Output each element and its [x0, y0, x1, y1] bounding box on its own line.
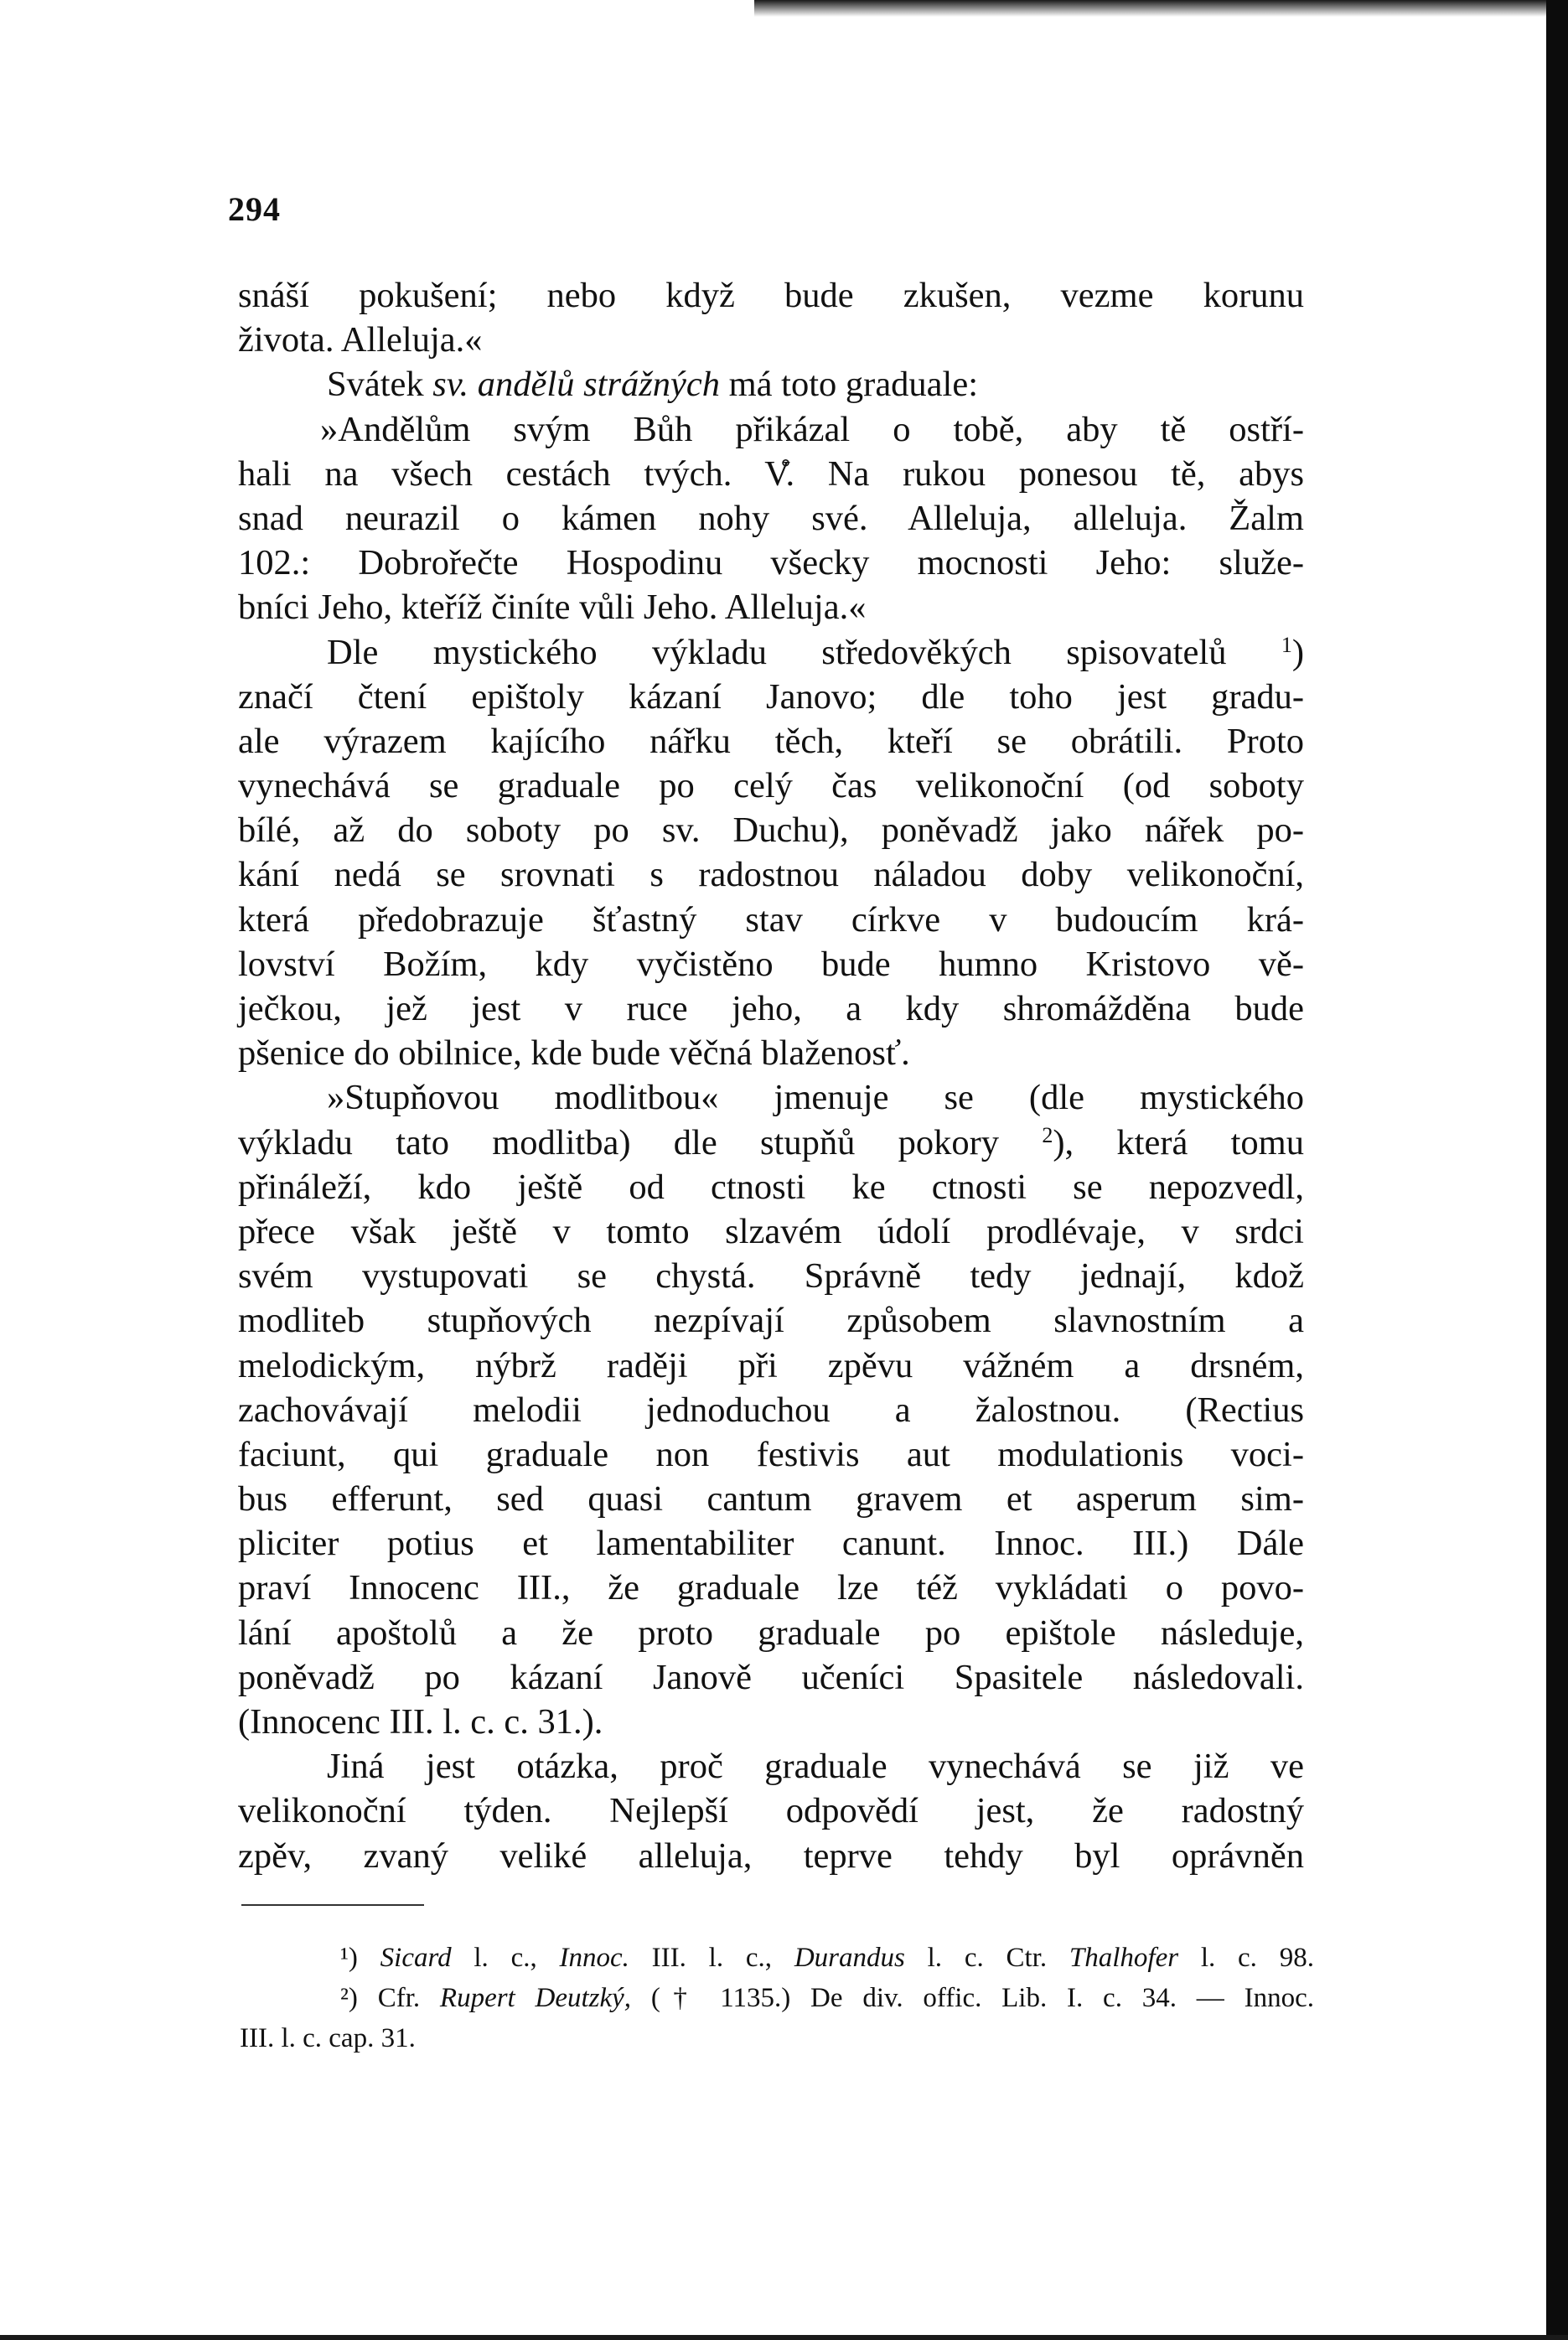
footnote-body: [380, 1943, 1314, 1973]
text-line: zpěv, zvaný veliké alleluja, teprve tehdy byl oprávněn: [238, 1835, 1304, 1876]
footnote-text-run: l. c. Ctr.: [904, 1943, 1069, 1973]
text-line: [238, 362, 1304, 406]
footnote-text-run: III. l. c.,: [629, 1943, 794, 1973]
body-text: [238, 273, 1304, 1878]
text-line: bílé, až do soboty po sv. Duchu), poněvadž jako nářek po-: [238, 810, 1304, 851]
text-line: značí čtení epištoly kázaní Janovo; dle toho jest gradu-: [238, 676, 1304, 717]
text-line: 102.: Dobrořečte Hospodinu všecky mocnosti Jeho: služe-: [238, 543, 1304, 583]
text-line: (Innocenc III. l. c. c. 31.).: [238, 1702, 603, 1742]
footnote-italic-run: Sicard: [380, 1943, 452, 1973]
text-line: přináleží, kdo ještě od ctnosti ke ctnosti se nepozvedl,: [238, 1167, 1304, 1207]
text-line: hali na všech cestách tvých. V̊. Na rukou ponesou tě, abys: [238, 453, 1304, 494]
text-line: přece však ještě v tomto slzavém údolí prodlévaje, v srdci: [238, 1211, 1304, 1251]
footnote-italic-run: Innoc.: [559, 1943, 629, 1973]
text-line: lání apoštolů a že proto graduale po epištole následuje,: [238, 1613, 1304, 1653]
footnote-divider: [241, 1904, 424, 1906]
text-line: »Stupňovou modlitbou« jmenuje se (dle mystického: [327, 1078, 1304, 1118]
text-line: kání nedá se srovnati s radostnou náladou doby velikonoční,: [238, 855, 1304, 895]
text-line: bus efferunt, sed quasi cantum gravem et asperum sim-: [238, 1479, 1304, 1519]
text-line: ale výrazem kajícího nářku těch, kteří se obrátili. Proto: [238, 721, 1304, 761]
text-line: [238, 1121, 1304, 1165]
footnote-text-run: Cfr.: [357, 1983, 440, 2013]
text-line: snáší pokušení; nebo když bude zkušen, vezme korunu: [238, 276, 1304, 315]
text-line: [238, 630, 1304, 675]
text-run: Dle mystického výkladu středověkých spisovatelů: [327, 632, 1227, 672]
text-line: poněvadž po kázaní Janově učeníci Spasitele následovali.: [238, 1657, 1304, 1697]
page-number: 294: [228, 190, 281, 228]
text-line: snad neurazil o kámen nohy své. Alleluja, alleluja. Žalm: [238, 498, 1304, 538]
text-line: svém vystupovati se chystá. Správně tedy jednají, kdož: [238, 1256, 1304, 1297]
text-line: lovství Božím, kdy vyčistěno bude humno Kristovo vě-: [238, 944, 1304, 984]
text-line: ječkou, jež jest v ruce jeho, a kdy shromážděna bude: [238, 989, 1304, 1028]
text-line: života. Alleluja.«: [238, 320, 483, 360]
footnote-marker: ¹): [340, 1943, 358, 1973]
text-line: faciunt, qui graduale non festivis aut modulationis voci-: [238, 1434, 1304, 1474]
text-run: ): [1291, 632, 1304, 672]
footnote-italic-run: Thalhofer: [1069, 1943, 1179, 1973]
text-line: praví Innocenc III., že graduale lze též vykládati o povo-: [238, 1568, 1304, 1608]
text-line: »Andělům svým Bůh přikázal o tobě, aby tě ostří-: [320, 409, 1304, 449]
text-line: Jiná jest otázka, proč graduale vynechává se již ve: [327, 1747, 1304, 1787]
scan-edge-right: [1546, 0, 1568, 2340]
text-line: pšenice do obilnice, kde bude věčná blaženosť.: [238, 1033, 910, 1074]
text-line: melodickým, nýbrž raději při zpěvu vážném a drsném,: [238, 1345, 1304, 1385]
footnote-text-run: l. c. 98.: [1178, 1943, 1314, 1973]
footnote-1: [240, 1938, 1314, 1978]
footnote-2: [240, 1978, 1314, 2018]
text-run: má toto graduale:: [720, 365, 979, 405]
footnote-marker: ²): [340, 1983, 358, 2013]
footnote-body: [358, 1983, 1314, 2013]
footnote-text-run: l. c.,: [451, 1943, 560, 1973]
text-line: modliteb stupňových nezpívají způsobem slavnostním a: [238, 1301, 1304, 1341]
footnote-italic-run: Rupert Deutzký,: [439, 1983, 632, 2013]
text-run: Svátek: [327, 365, 433, 405]
text-run: výkladu tato modlitba) dle stupňů pokory: [238, 1122, 1000, 1162]
scan-edge-top: [754, 0, 1546, 17]
text-line: velikonoční týden. Nejlepší odpovědí jest, že radostný: [238, 1791, 1304, 1831]
footnotes: [240, 1938, 1314, 2058]
text-run: ), která tomu: [1053, 1122, 1304, 1162]
footnote-2-continuation: III. l. c. cap. 31.: [240, 2023, 416, 2053]
footnote-ref[interactable]: 1: [1281, 632, 1292, 657]
text-line: pliciter potius et lamentabiliter canunt. Innoc. III.) Dále: [238, 1524, 1304, 1564]
footnote-italic-run: Durandus: [794, 1943, 905, 1973]
scan-edge-bottom: [0, 2335, 1568, 2340]
text-line: bníci Jeho, kteříž činíte vůli Jeho. Alleluja.«: [238, 588, 867, 628]
text-line: zachovávají melodii jednoduchou a žalostnou. (Rectius: [238, 1390, 1304, 1430]
footnote-ref[interactable]: 2: [1042, 1122, 1053, 1147]
text-line: vynechává se graduale po celý čas velikonoční (od soboty: [238, 766, 1304, 806]
footnote-text-run: († 1135.) De div. offic. Lib. I. c. 34. — Innoc.: [631, 1983, 1314, 2013]
italic-run: sv. andělů strážných: [432, 365, 720, 405]
text-line: která předobrazuje šťastný stav církve v budoucím krá-: [238, 899, 1304, 940]
